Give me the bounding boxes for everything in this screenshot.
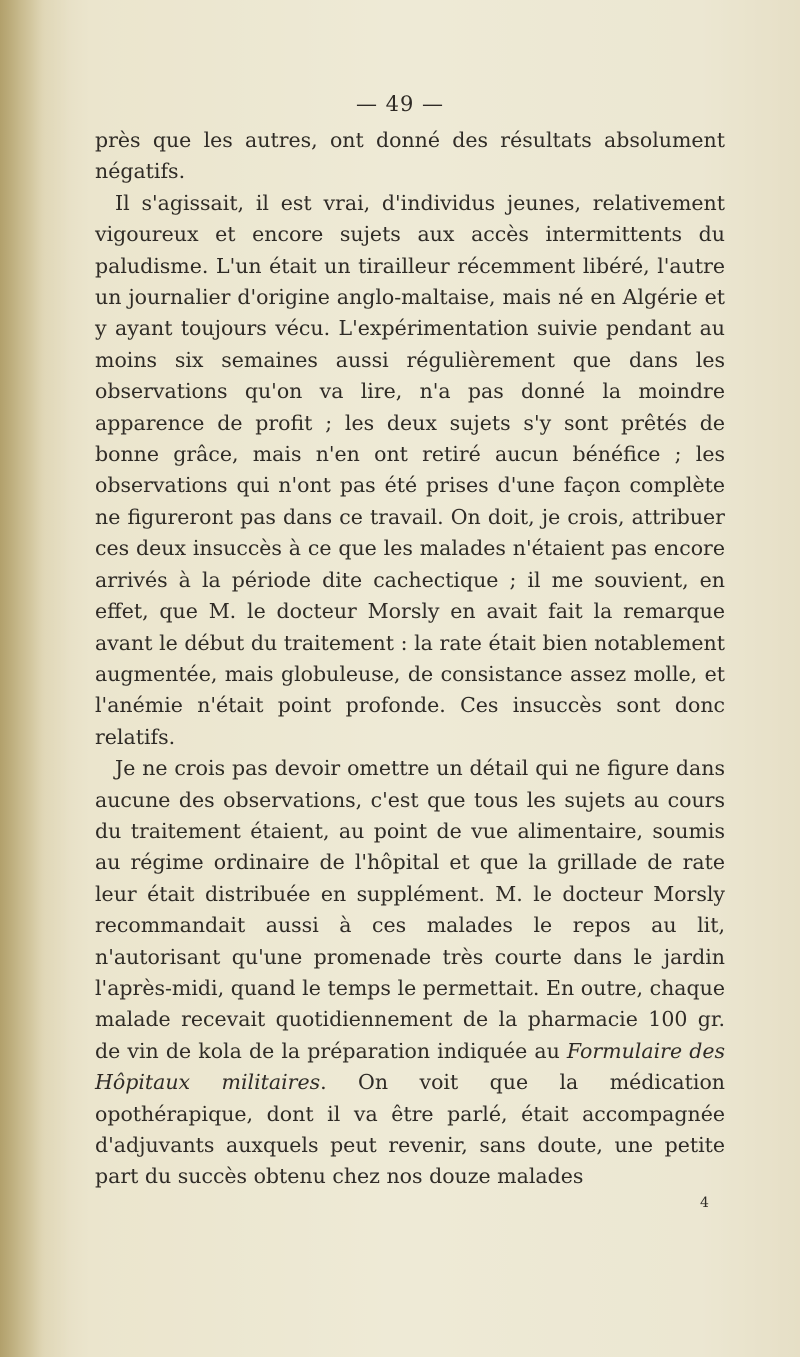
paragraph-3 xyxy=(95,753,725,1193)
paragraph-3-text-a: Je ne crois pas devoir omettre un détail qui ne figure dans aucune des observations, c'est que tous les sujets au cours du traitement étaient, au point de vue alimentaire, soumis au régime ordinaire de l'hôpital et que la grillade de rate leur était distribuée en supplément. M. le docteur Morsly recommandait aussi à ces malades le repos au lit, n'autorisant qu'une promenade très courte dans le jardin l'après-midi, quand le temps le permettait. En outre, chaque malade recevait quotidiennement de la pharmacie 100 gr. de vin de kola de la préparation indiquée au xyxy=(95,756,725,1063)
signature-mark: 4 xyxy=(700,1195,709,1211)
page-edge-shadow xyxy=(0,0,70,1357)
paragraph-1: près que les autres, ont donné des résultats absolument négatifs. xyxy=(95,128,725,184)
page-number: — 49 — xyxy=(355,92,445,116)
paragraph-3-italic-title: Formulaire des Hôpitaux militaires xyxy=(95,1038,725,1095)
paragraph-3-text-b: . On voit que la médication opothérapique, dont il va être parlé, était accompagnée d'adjuvants auxquels peut revenir, sans doute, une petite part du succès obtenu chez nos douze malades xyxy=(95,1070,725,1189)
paragraph-2: Il s'agissait, il est vrai, d'individus jeunes, relativement vigoureux et encore sujets aux accès intermittents du paludisme. L'un était un tirailleur récemment libéré, l'autre un journalier d'origine anglo-maltaise, mais né en Algérie et y ayant toujours vécu. L'expérimentation suivie pendant au moins six semaines aussi régulièrement que dans les observations qu'on va lire, n'a pas donné la moindre apparence de profit ; les deux sujets s'y sont prêtés de bonne grâce, mais n'en ont retiré aucun bénéfice ; les observations qui n'ont pas été prises d'une façon complète ne figureront pas dans ce travail. On doit, je crois, attribuer ces deux insuccès à ce que les malades n'étaient pas encore arrivés à la période dite cachectique ; il me souvient, en effet, que M. le docteur Morsly en avait fait la remarque avant le début du traitement : la rate était bien notablement augmentée, mais globuleuse, de consistance assez molle, et l'anémie n'était point profonde. Ces insuccès sont donc relatifs. xyxy=(95,190,725,749)
body-text xyxy=(95,125,725,1193)
